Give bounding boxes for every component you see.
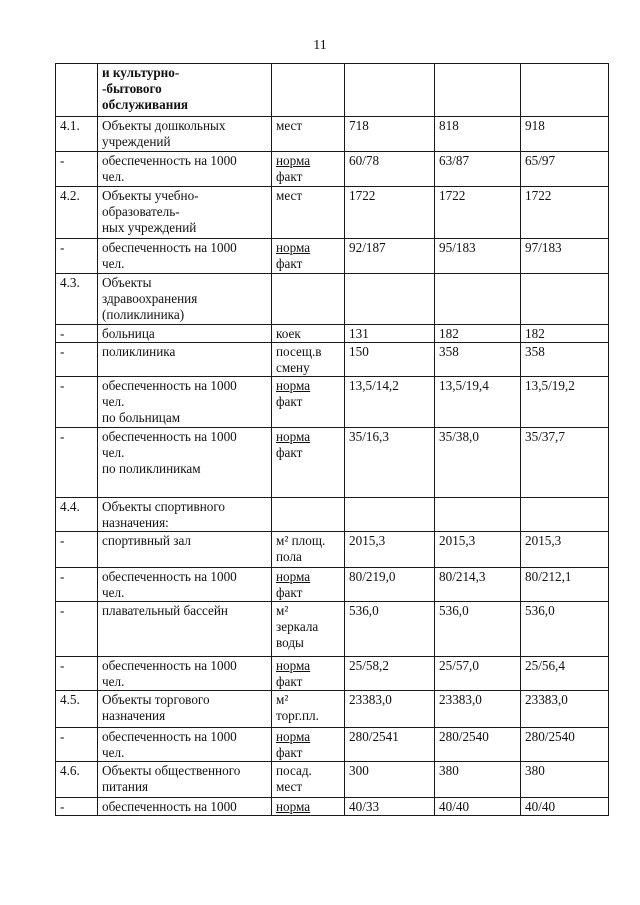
value-cell-2: 280/2540: [435, 728, 521, 762]
unit-cell: [272, 762, 345, 798]
value-cell-2: 358: [435, 343, 521, 377]
indicator-name-cell: обеспеченность на 1000 чел.: [98, 568, 272, 602]
indicator-name-cell: Объекты дошкольных учреждений: [98, 117, 272, 152]
table-row: [56, 498, 609, 532]
row-number-cell: 4.4.: [56, 498, 98, 532]
indicator-name-cell: поликлиника: [98, 343, 272, 377]
row-number-cell: [56, 64, 98, 117]
value-cell-1: 150: [345, 343, 435, 377]
value-cell-1: 718: [345, 117, 435, 152]
value-cell-2: 63/87: [435, 152, 521, 187]
unit-primary: норма: [276, 729, 311, 744]
value-cell-2: 2015,3: [435, 532, 521, 568]
unit-primary: мест: [276, 118, 303, 133]
indicator-name-cell: обеспеченность на 1000 чел.: [98, 657, 272, 691]
row-number-cell: -: [56, 602, 98, 657]
table-row: [56, 532, 609, 568]
value-cell-1: 131: [345, 325, 435, 343]
value-cell-3: 2015,3: [521, 532, 609, 568]
value-cell-2: 25/57,0: [435, 657, 521, 691]
unit-cell: [272, 602, 345, 657]
row-number-cell: -: [56, 568, 98, 602]
unit-cell: [272, 274, 345, 325]
value-cell-2: [435, 274, 521, 325]
value-cell-1: 1722: [345, 187, 435, 239]
row-number-cell: -: [56, 657, 98, 691]
indicator-name-cell: Объекты спортивного назначения:: [98, 498, 272, 532]
table-row: [56, 187, 609, 239]
unit-cell: [272, 798, 345, 816]
unit-cell: [272, 728, 345, 762]
unit-primary: коек: [276, 326, 301, 341]
unit-primary: м² зеркала воды: [276, 603, 319, 650]
value-cell-3: 13,5/19,2: [521, 377, 609, 428]
value-cell-1: 300: [345, 762, 435, 798]
unit-secondary: факт: [276, 256, 303, 271]
row-number-cell: -: [56, 239, 98, 274]
unit-secondary: факт: [276, 169, 303, 184]
unit-cell: [272, 64, 345, 117]
indicator-name-cell: и культурно- -бытового обслуживания: [98, 64, 272, 117]
row-number-cell: 4.5.: [56, 691, 98, 728]
value-cell-3: 280/2540: [521, 728, 609, 762]
indicator-name-cell: обеспеченность на 1000 чел.: [98, 728, 272, 762]
value-cell-1: [345, 274, 435, 325]
value-cell-3: 1722: [521, 187, 609, 239]
indicator-name-cell: Объекты здравоохранения (поликлиника): [98, 274, 272, 325]
indicator-name-cell: обеспеченность на 1000 чел. по поликлиникам: [98, 428, 272, 498]
table-row: [56, 728, 609, 762]
value-cell-1: 40/33: [345, 798, 435, 816]
unit-cell: [272, 117, 345, 152]
row-number-cell: -: [56, 343, 98, 377]
unit-cell: [272, 657, 345, 691]
row-number-cell: 4.6.: [56, 762, 98, 798]
unit-primary: м² торг.пл.: [276, 692, 319, 723]
value-cell-3: 182: [521, 325, 609, 343]
value-cell-3: [521, 274, 609, 325]
indicator-name-cell: Объекты общественного питания: [98, 762, 272, 798]
unit-primary: норма: [276, 429, 311, 444]
row-number-cell: -: [56, 428, 98, 498]
table-row: [56, 428, 609, 498]
value-cell-1: 536,0: [345, 602, 435, 657]
unit-primary: норма: [276, 240, 311, 255]
unit-primary: норма: [276, 799, 311, 814]
value-cell-3: 65/97: [521, 152, 609, 187]
value-cell-2: 380: [435, 762, 521, 798]
value-cell-2: 182: [435, 325, 521, 343]
indicator-name-cell: обеспеченность на 1000: [98, 798, 272, 816]
value-cell-1: 92/187: [345, 239, 435, 274]
unit-cell: [272, 532, 345, 568]
unit-cell: [272, 568, 345, 602]
unit-cell: [272, 239, 345, 274]
unit-cell: [272, 152, 345, 187]
table-row: [56, 117, 609, 152]
table-row: [56, 691, 609, 728]
value-cell-2: 40/40: [435, 798, 521, 816]
unit-secondary: факт: [276, 394, 303, 409]
unit-primary: посещ.в смену: [276, 344, 322, 375]
indicator-name-cell: больница: [98, 325, 272, 343]
value-cell-2: 35/38,0: [435, 428, 521, 498]
table-row: [56, 64, 609, 117]
unit-primary: норма: [276, 658, 311, 673]
value-cell-2: 818: [435, 117, 521, 152]
indicators-table: [55, 63, 609, 816]
value-cell-3: 358: [521, 343, 609, 377]
value-cell-1: 280/2541: [345, 728, 435, 762]
value-cell-3: 97/183: [521, 239, 609, 274]
unit-primary: посад. мест: [276, 763, 312, 794]
indicator-name-cell: Объекты торгового назначения: [98, 691, 272, 728]
value-cell-3: 918: [521, 117, 609, 152]
value-cell-1: 25/58,2: [345, 657, 435, 691]
value-cell-1: 13,5/14,2: [345, 377, 435, 428]
value-cell-3: [521, 498, 609, 532]
value-cell-3: 80/212,1: [521, 568, 609, 602]
value-cell-1: 80/219,0: [345, 568, 435, 602]
row-number-cell: -: [56, 152, 98, 187]
value-cell-2: 80/214,3: [435, 568, 521, 602]
table-row: [56, 274, 609, 325]
indicator-name-cell: обеспеченность на 1000 чел. по больницам: [98, 377, 272, 428]
table-row: [56, 602, 609, 657]
unit-secondary: факт: [276, 745, 303, 760]
unit-cell: [272, 498, 345, 532]
value-cell-3: 40/40: [521, 798, 609, 816]
unit-secondary: факт: [276, 585, 303, 600]
unit-cell: [272, 691, 345, 728]
unit-secondary: факт: [276, 674, 303, 689]
value-cell-2: 1722: [435, 187, 521, 239]
unit-primary: мест: [276, 188, 303, 203]
indicator-name-cell: Объекты учебно- образователь- ных учреждений: [98, 187, 272, 239]
page-number: 11: [313, 38, 327, 53]
value-cell-1: 60/78: [345, 152, 435, 187]
value-cell-2: [435, 64, 521, 117]
unit-cell: [272, 325, 345, 343]
row-number-cell: 4.3.: [56, 274, 98, 325]
row-number-cell: 4.2.: [56, 187, 98, 239]
table-row: [56, 343, 609, 377]
unit-primary: м² площ. пола: [276, 533, 326, 564]
unit-secondary: факт: [276, 445, 303, 460]
row-number-cell: -: [56, 532, 98, 568]
value-cell-3: 35/37,7: [521, 428, 609, 498]
value-cell-3: 23383,0: [521, 691, 609, 728]
value-cell-3: [521, 64, 609, 117]
table-row: [56, 239, 609, 274]
indicator-name-cell: обеспеченность на 1000 чел.: [98, 152, 272, 187]
indicator-name-cell: обеспеченность на 1000 чел.: [98, 239, 272, 274]
indicator-name-cell: спортивный зал: [98, 532, 272, 568]
row-number-cell: -: [56, 325, 98, 343]
unit-cell: [272, 187, 345, 239]
table-row: [56, 377, 609, 428]
row-number-cell: -: [56, 728, 98, 762]
value-cell-2: 13,5/19,4: [435, 377, 521, 428]
table-row: [56, 152, 609, 187]
indicator-name-cell: плавательный бассейн: [98, 602, 272, 657]
value-cell-1: 23383,0: [345, 691, 435, 728]
value-cell-2: 536,0: [435, 602, 521, 657]
row-number-cell: 4.1.: [56, 117, 98, 152]
value-cell-3: 536,0: [521, 602, 609, 657]
table-row: [56, 762, 609, 798]
table-row: [56, 325, 609, 343]
table-row: [56, 798, 609, 816]
value-cell-1: 2015,3: [345, 532, 435, 568]
unit-cell: [272, 343, 345, 377]
unit-primary: норма: [276, 378, 311, 393]
value-cell-3: 25/56,4: [521, 657, 609, 691]
row-number-cell: -: [56, 798, 98, 816]
value-cell-1: [345, 498, 435, 532]
table-row: [56, 657, 609, 691]
table-body: [56, 64, 609, 816]
table-row: [56, 568, 609, 602]
value-cell-1: 35/16,3: [345, 428, 435, 498]
value-cell-2: 23383,0: [435, 691, 521, 728]
value-cell-3: 380: [521, 762, 609, 798]
unit-cell: [272, 428, 345, 498]
row-number-cell: -: [56, 377, 98, 428]
unit-primary: норма: [276, 153, 311, 168]
value-cell-1: [345, 64, 435, 117]
unit-primary: норма: [276, 569, 311, 584]
unit-cell: [272, 377, 345, 428]
value-cell-2: 95/183: [435, 239, 521, 274]
value-cell-2: [435, 498, 521, 532]
